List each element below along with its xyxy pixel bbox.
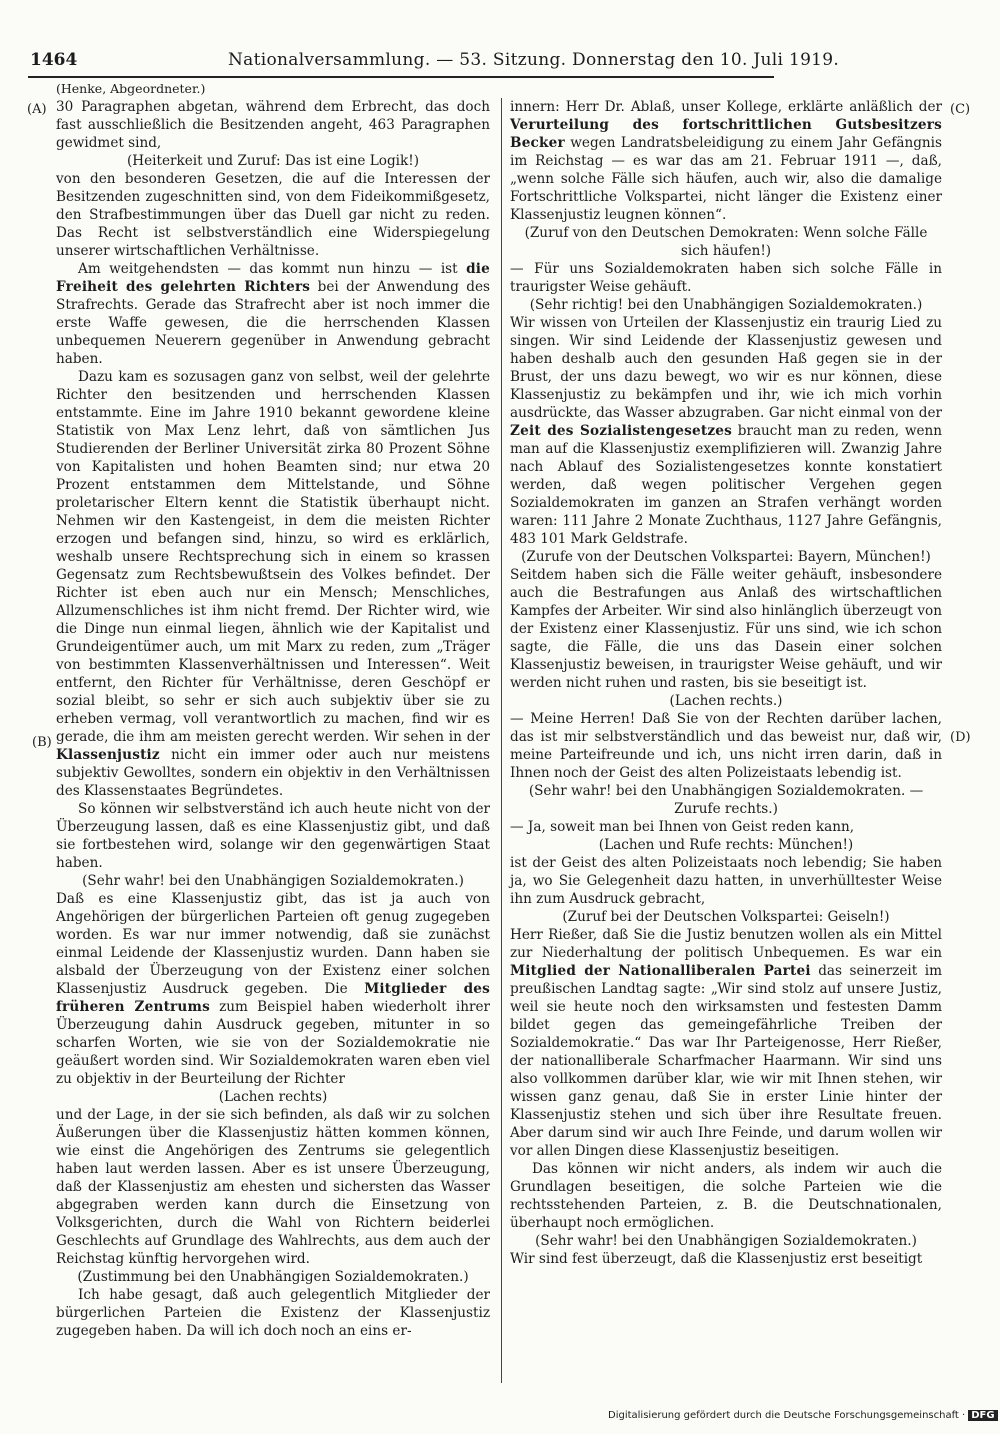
text-run: nicht ein immer oder auch nur meistens subjektiv Gewolltes, sondern ein objektiv in den Verhältnissen des Klassenstaates Begründetes.	[56, 747, 490, 799]
paragraph: von den besonderen Gesetzen, die auf die Interessen der Besitzenden zugeschnitten sind, von dem Fideikommißgesetz, den Strafbestimmungen über das Duell gar nicht zu reden. Das Recht ist selbstverständlich eine Widerspiegelung unserer wirtschaftlichen Verhältnisse.	[56, 171, 490, 259]
margin-marker-a: (A)	[27, 102, 47, 117]
paragraph	[510, 926, 942, 1160]
paragraph	[510, 98, 942, 224]
paragraph: Das können wir nicht anders, als indem wir auch die Grundlagen beseitigen, die solche Parteien wie die rechtsstehenden Parteien, z. B. die Deutschnationalen, überhaupt noch ermöglichen.	[510, 1161, 942, 1231]
header-rule	[28, 76, 774, 78]
dfg-logo: DFG	[968, 1410, 997, 1421]
text-run: wegen Landratsbeleidigung zu einem Jahr Gefängnis im Reichstag — es war das am 21. Februar 1911 —, daß, „wenn solche Fälle sich häufen, auch wir, also die damalige Fortschrittliche Volkspartei, nicht länger die Existenz einer Klassenjustiz leugnen können“.	[510, 135, 942, 223]
page-header	[28, 50, 840, 74]
interjection: (Lachen rechts)	[218, 1089, 328, 1105]
paragraph	[56, 890, 490, 1088]
paragraph: 30 Paragraphen abgetan, während dem Erbrecht, das doch fast ausschließlich die Besitzenden angeht, 463 Paragraphen gewidmet sind,	[56, 99, 490, 151]
text-run: Wir wissen von Urteilen der Klassenjustiz ein traurig Lied zu singen. Wir sind Leidende der Klassenjustiz gewesen und haben deshalb auch den gesunden Haß gegen sie in der Brust, der uns dazu bewegt, wo wir es nur können, diese Klassenjustiz zu bekämpfen und ihr, wie ich mich vorhin ausdrückte, das Wasser abzugraben. Gar nicht einmal von der	[510, 315, 942, 421]
margin-marker-d: (D)	[950, 730, 971, 745]
emphasis: die Freiheit des gelehrten Richters	[56, 261, 490, 295]
emphasis: Zeit des Sozialistengesetzes	[510, 423, 732, 439]
interjection: (Zurufe von der Deutschen Volkspartei: Bayern, München!)	[521, 549, 931, 565]
emphasis: Mitglieder des früheren Zentrums	[56, 981, 490, 1015]
emphasis: Klassenjustiz	[56, 747, 160, 763]
text-run: braucht man zu reden, wenn man auf die Klassenjustiz exemplifizieren will. Zwanzig Jahre nach Ablauf des Sozialistengesetzes konnte konstatiert werden, daß wegen politischer Vergehen gegen Sozialdemokraten im ganzen an Strafen verhängt worden waren: 111 Jahre 2 Monate Zuchthaus, 1127 Jahre Gefängnis, 483 101 Mark Geldstrafe.	[510, 423, 943, 547]
footer-text: Digitalisierung gefördert durch die Deutsche Forschungsgemeinschaft ·	[608, 1410, 966, 1421]
paragraph: — Meine Herren! Daß Sie von der Rechten darüber lachen, das ist mir selbstverständlich und das beweist nur, daß wir, meine Parteifreunde und ich, uns nicht irren darin, daß in Ihnen noch der Geist des alten Polizeistaats lebendig ist.	[510, 711, 942, 781]
paragraph: — Für uns Sozialdemokraten haben sich solche Fälle in traurigster Weise gehäuft.	[510, 261, 942, 295]
margin-marker-c: (C)	[950, 102, 971, 117]
paragraph: — Ja, soweit man bei Ihnen von Geist reden kann,	[510, 819, 855, 835]
interjection: (Zustimmung bei den Unabhängigen Sozialdemokraten.)	[77, 1269, 469, 1285]
paragraph	[56, 368, 490, 800]
interjection: (Zuruf von den Deutschen Demokraten: Wenn solche Fälle sich häufen!)	[524, 225, 928, 259]
text-run: Am weitgehendsten — das kommt nun hinzu — ist	[78, 261, 467, 277]
column-divider	[501, 98, 502, 1383]
text-run: Daß es eine Klassenjustiz gibt, das ist ja auch von Angehörigen der bürgerlichen Parteien oft genug zugegeben worden. Es war nur immer notwendig, daß sie zunächst einmal Leidende der Klassenjustiz wurden. Dann haben sie alsbald der Überzeugung von der Existenz einer solchen Klassenjustiz Ausdruck gegeben. Die	[56, 891, 490, 997]
text-run: das seinerzeit im preußischen Landtag sagte: „Wir sind stolz auf unsere Justiz, weil sie heute noch den wirksamsten und festesten Damm bildet gegen das gemeingefährliche Treiben der Sozialdemokratie.“ Das war Ihr Parteigenosse, Herr Rießer, der nationalliberale Scharfmacher Haarmann. Wir sind uns also vollkommen darüber klar, wie wir mit Ihnen stehen, wir wissen ganz genau, daß Sie in erster Linie hinter der Klassenjustiz stehen und sich über ihre Resultate freuen. Aber darum sind wir auch Ihre Feinde, und darum wollen wir vor allen Dingen diese Klassenjustiz beseitigen.	[510, 963, 943, 1159]
emphasis: Verurteilung des fortschrittlichen Gutsbesitzers Becker	[510, 117, 942, 151]
running-title: Nationalversammlung. — 53. Sitzung. Donnerstag den 10. Juli 1919.	[228, 50, 840, 70]
interjection: (Zuruf bei der Deutschen Volkspartei: Geiseln!)	[562, 909, 890, 925]
speaker-label: (Henke, Abgeordneter.)	[56, 81, 206, 96]
page-number: 1464	[30, 50, 78, 70]
paragraph: und der Lage, in der sie sich befinden, als daß wir zu solchen Äußerungen über die Klassenjustiz hätten kommen können, wie einst die Angehörigen des Zentrums sie gelegentlich haben laut werden lassen. Aber es ist unsere Überzeugung, daß der Klassenjustiz am ehesten und sichersten das Wasser abgegraben werden kann durch die Einsetzung von Volksgerichten, durch die Wahl von Richtern beiderlei Geschlechts auf Grundlage des Wahlrechts, aus dem auch der Reichstag künftig hervorgehen wird.	[56, 1107, 490, 1267]
text-run: Herr Rießer, daß Sie die Justiz benutzen wollen als ein Mittel zur Niederhaltung der politisch Unbequemen. Es war ein	[510, 927, 942, 961]
paragraph: Ich habe gesagt, daß auch gelegentlich Mitglieder der bürgerlichen Parteien die Existenz der Klassenjustiz zugegeben haben. Da will ich doch noch an eins er-	[56, 1287, 490, 1339]
text-run: innern: Herr Dr. Ablaß, unser Kollege, erklärte anläßlich der	[510, 99, 942, 115]
interjection: (Sehr wahr! bei den Unabhängigen Sozialdemokraten. — Zurufe rechts.)	[528, 783, 924, 817]
interjection: (Lachen rechts.)	[669, 693, 783, 709]
paragraph	[56, 260, 490, 368]
right-column	[510, 98, 942, 1268]
paragraph: ist der Geist des alten Polizeistaats noch lebendig; Sie haben ja, wo Sie Gelegenheit dazu hatten, in unverhülltester Weise ihn zum Ausdruck gebracht,	[510, 855, 942, 907]
paragraph: So können wir selbstverständ ich auch heute nicht von der Überzeugung lassen, daß es eine Klassenjustiz gibt, und daß sie fortbestehen wird, solange wir den gegenwärtigen Staat haben.	[56, 801, 490, 871]
margin-marker-b: (B)	[32, 735, 52, 750]
text-run: zum Beispiel haben wiederholt ihrer Überzeugung dahin Ausdruck gegeben, mitunter in so scharfen Worten, wie sie von der Sozialdemokratie nie geäußert worden sind. Wir Sozialdemokraten waren eben viel zu objektiv in der Beurteilung der Richter	[56, 999, 490, 1087]
interjection: (Sehr wahr! bei den Unabhängigen Sozialdemokraten.)	[82, 873, 464, 889]
paragraph: Seitdem haben sich die Fälle weiter gehäuft, insbesondere auch die Bestrafungen aus Anlaß des wirtschaftlichen Kampfes der Arbeiter. Wir sind also hinlänglich überzeugt von der Existenz einer Klassenjustiz. Für uns sind, wie ich schon sagte, die Fälle, die uns das Dasein einer solchen Klassenjustiz beweisen, in traurigster Weise gehäuft, und wir werden nicht ruhen und rasten, bis sie beseitigt ist.	[510, 567, 942, 691]
interjection: (Sehr wahr! bei den Unabhängigen Sozialdemokraten.)	[535, 1233, 917, 1249]
interjection: (Sehr richtig! bei den Unabhängigen Sozialdemokraten.)	[529, 297, 923, 313]
paragraph	[510, 314, 942, 548]
footer-credit	[608, 1410, 998, 1421]
paragraph: Wir sind fest überzeugt, daß die Klassenjustiz erst beseitigt	[510, 1251, 923, 1267]
left-column	[56, 80, 490, 1340]
interjection: (Lachen und Rufe rechts: München!)	[598, 837, 854, 853]
text-run: Dazu kam es sozusagen ganz von selbst, weil der gelehrte Richter den besitzenden und herrschenden Klassen entstammte. Eine im Jahre 1910 bekannt gewordene kleine Statistik von Max Lenz lehrt, daß von sämtlichen Jus Studierenden der Berliner Universität zirka 80 Prozent Söhne von Kapitalisten und hohen Beamten sind; nur etwa 20 Prozent entstammen dem Mittelstande, und Söhne proletarischer Eltern kennt die Statistik überhaupt nicht. Nehmen wir den Kastengeist, in dem die meisten Richter erzogen und befangen sind, hinzu, so wird es erklärlich, weshalb unsere Rechtsprechung sich in einem so krassen Gegensatz zum Rechtsbewußtsein des Volkes befindet. Der Richter ist eben auch nur ein Mensch; Menschliches, Allzumenschliches ist ihm nicht fremd. Der Richter wird, wie die Dinge nun einmal liegen, ähnlich wie der Kapitalist und Grundeigentümer auch, um mit Marx zu reden, zum „Träger von bestimmten Klassenverhältnissen und Interessen“. Weit entfernt, den Richter für Verhältnisse, deren Geschöpf er sozial bleibt, so sehr er sich auch subjektiv über sie zu erheben vermag, voll verantwortlich zu machen, find wir es gerade, die ihm am meisten gerecht werden. Wir sehen in der	[56, 369, 490, 745]
interjection: (Heiterkeit und Zuruf: Das ist eine Logik!)	[126, 153, 420, 169]
text-run: bei der Anwendung des Strafrechts. Gerade das Strafrecht aber ist noch immer die erste Waffe gewesen, die die herrschenden Klassen unbequemen Neuerern gegenüber in Anwendung gebracht haben.	[56, 279, 490, 367]
emphasis: Mitglied der Nationalliberalen Partei	[510, 963, 811, 979]
